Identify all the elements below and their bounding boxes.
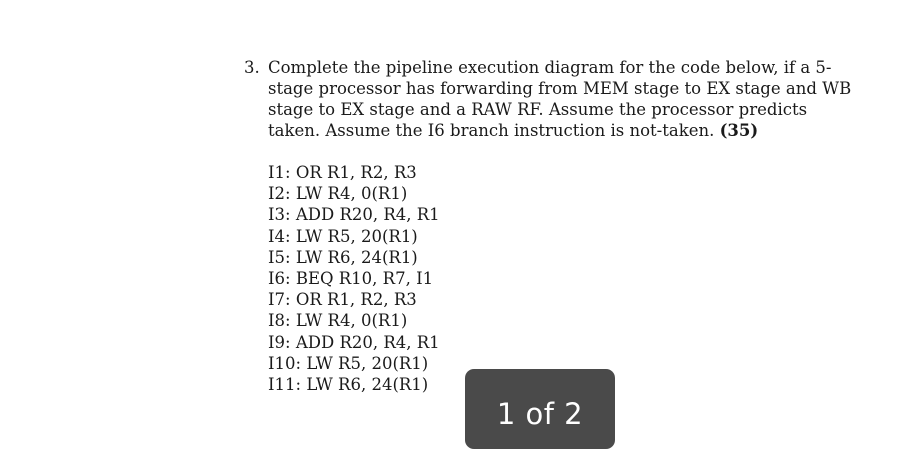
instruction-list [268,162,440,395]
question-text-block [268,57,854,141]
instruction-line: I6: BEQ R10, R7, I1 [268,269,434,289]
instruction-line: I9: ADD R20, R4, R1 [268,332,440,352]
instruction-line: I4: LW R5, 20(R1) [268,226,418,246]
instruction-line: I2: LW R4, 0(R1) [268,184,408,204]
instruction-line: I8: LW R4, 0(R1) [268,311,408,331]
instruction-line: I11: LW R6, 24(R1) [268,375,429,395]
instruction-line: I1: OR R1, R2, R3 [268,163,417,182]
question-block [244,57,854,141]
instruction-line: I10: LW R5, 20(R1) [268,353,429,373]
page-indicator: 1 of 2 [465,369,615,449]
instruction-line: I7: OR R1, R2, R3 [268,290,417,310]
question-number: 3. [244,58,260,77]
instruction-line: I5: LW R6, 24(R1) [268,247,418,267]
question-text: Complete the pipeline execution diagram for the code below, if a 5-stage processor has forwarding from MEM stage to EX stage and WB stage to EX stage and a RAW RF. Assume the processor predicts taken. Assume the I6 branch instruction is not-taken. [268,58,852,140]
question-points: (35) [719,121,759,140]
instruction-line: I3: ADD R20, R4, R1 [268,205,440,225]
